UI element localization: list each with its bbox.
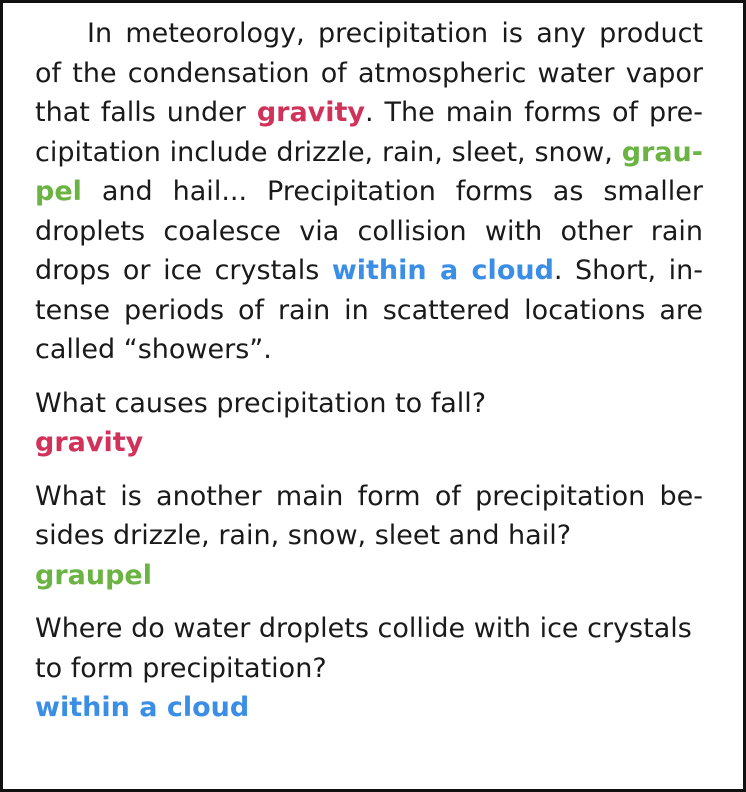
passage-text-3: and hail... Precipitation forms as smaller droplets coalesce via collision with other rain drops or ice crystals [35, 176, 703, 286]
highlight-within-a-cloud: within a cloud [331, 255, 554, 286]
question-2: What is another main form of precipitation besides drizzle, rain, snow, sleet and hail? [35, 480, 703, 551]
question-1: What causes precipitation to fall? [35, 387, 487, 419]
document-content [35, 14, 703, 728]
passage-text-2: . The main forms of precipitation include drizzle, rain, sleet, snow, [35, 97, 703, 168]
passage-text-4: . Short, intense periods of rain in scattered locations are called “showers”. [35, 255, 703, 365]
highlight-gravity: gravity [256, 97, 366, 128]
answer-1: gravity [35, 427, 144, 458]
qa-block-1 [35, 384, 703, 463]
answer-3: within a cloud [35, 692, 250, 723]
qa-block-2 [35, 477, 703, 596]
highlight-graupel: graupel [35, 136, 703, 207]
question-3: Where do water droplets collide with ice crystals to form precipitation? [35, 613, 692, 684]
passage-text-1: In meteorology, precipitation is any product of the condensation of atmospheric water vapor that falls under [35, 18, 703, 128]
passage-paragraph [35, 14, 703, 370]
qa-block-3 [35, 609, 703, 728]
answer-2: graupel [35, 559, 152, 591]
